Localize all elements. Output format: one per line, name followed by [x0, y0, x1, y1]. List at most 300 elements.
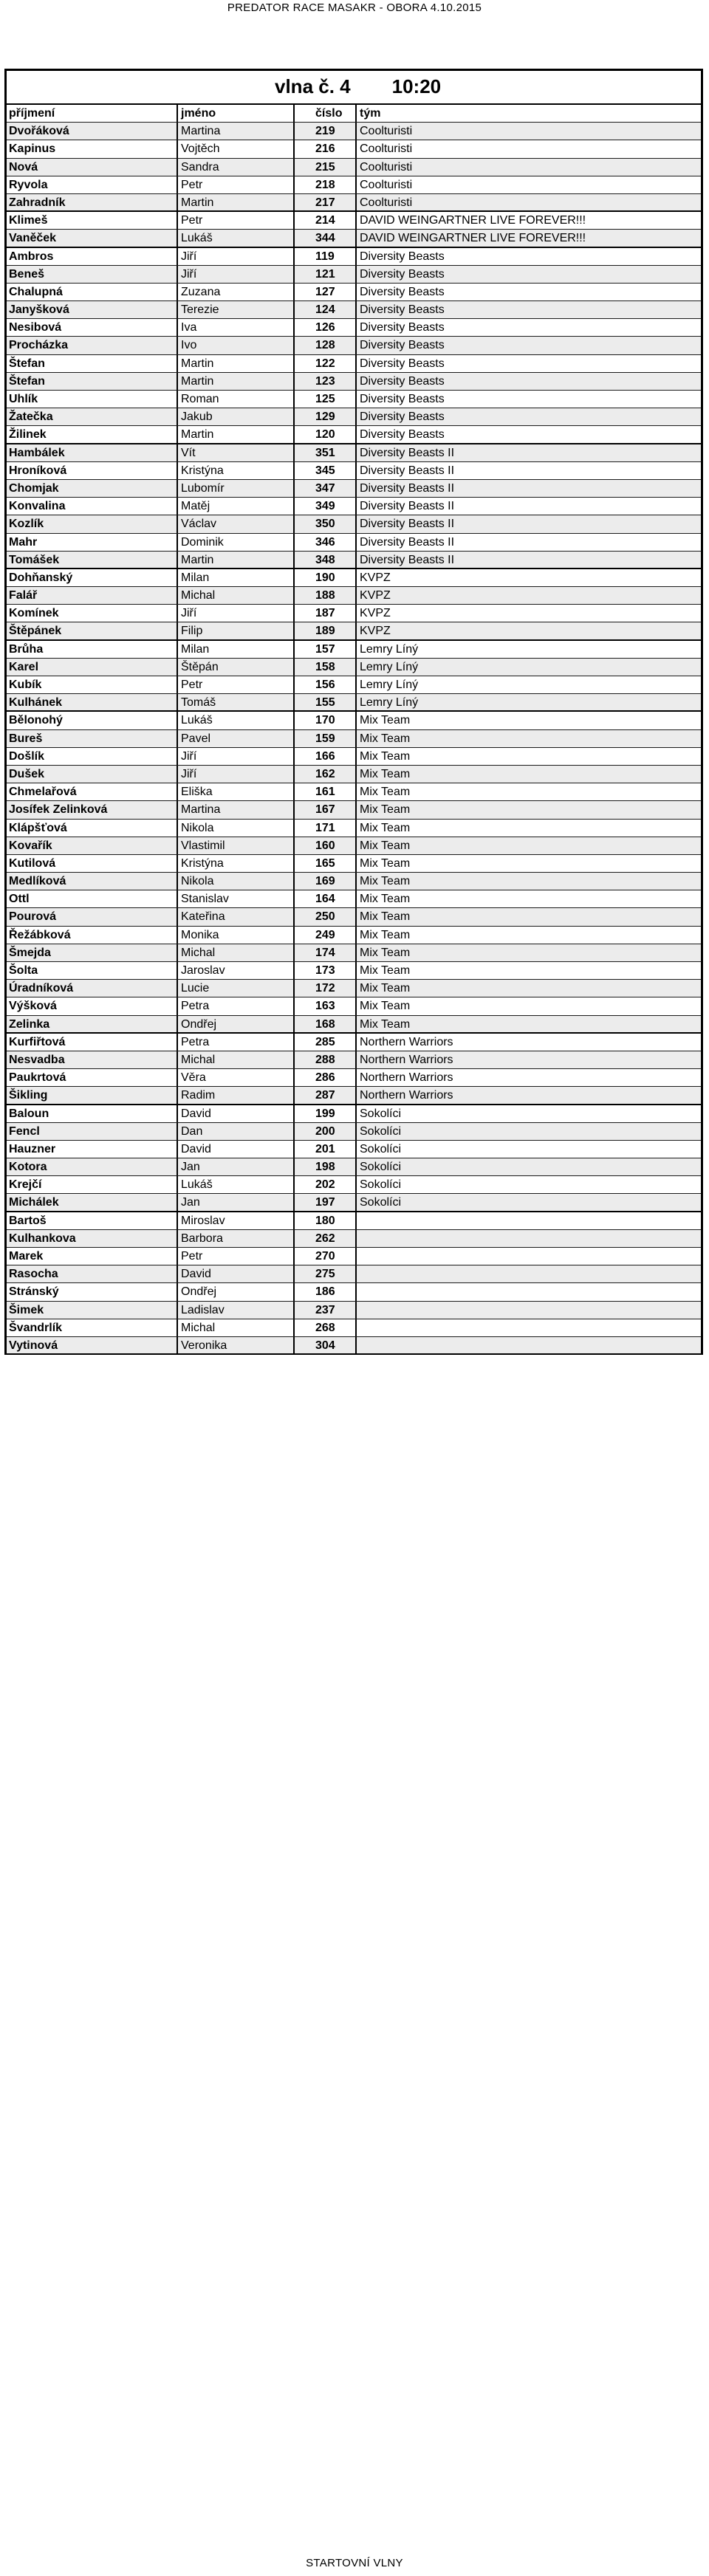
start-list-table [4, 69, 703, 1355]
cell-team: Northern Warriors [360, 1071, 453, 1085]
cell-surname: Dohňanský [7, 569, 178, 586]
table-row [7, 123, 701, 140]
table-row [7, 659, 701, 676]
cell-number: 347 [295, 480, 357, 497]
cell-number: 199 [295, 1105, 357, 1122]
cell-first-name: Ondřej [178, 1283, 295, 1300]
cell-first-name: Jaroslav [178, 962, 295, 979]
cell-surname: Kovařík [7, 837, 178, 854]
cell-surname: Kurfiřtová [7, 1034, 178, 1051]
cell-team: Mix Team [360, 893, 411, 906]
table-row [7, 480, 701, 498]
cell-first-name: Jiří [178, 266, 295, 283]
cell-team: Diversity Beasts [360, 339, 445, 352]
cell-surname: Dvořáková [7, 123, 178, 140]
cell-first-name: Milan [178, 569, 295, 586]
cell-team: Diversity Beasts II [360, 553, 455, 566]
cell-number: 126 [295, 319, 357, 336]
table-row [7, 462, 701, 480]
table-row [7, 1248, 701, 1265]
table-row [7, 694, 701, 712]
cell-team: Diversity Beasts [360, 374, 445, 388]
cell-surname: Komínek [7, 605, 178, 622]
table-row [7, 605, 701, 622]
cell-number: 270 [295, 1248, 357, 1265]
cell-team: Mix Team [360, 1017, 411, 1031]
cell-team [357, 1230, 701, 1247]
cell-surname: Chalupná [7, 284, 178, 300]
cell-team: Diversity Beasts [360, 303, 445, 317]
cell-first-name: David [178, 1265, 295, 1282]
page-title: PREDATOR RACE MASAKR - OBORA 4.10.2015 [227, 1, 482, 14]
table-row [7, 534, 701, 552]
cell-first-name: Ivo [178, 337, 295, 354]
cell-surname: Řežábková [7, 927, 178, 944]
cell-first-name: Martin [178, 373, 295, 390]
table-row [7, 944, 701, 962]
table-row [7, 426, 701, 444]
cell-first-name: Dan [178, 1123, 295, 1140]
cell-surname: Bureš [7, 730, 178, 747]
column-header-first-name: jméno [178, 105, 295, 122]
cell-first-name: Miroslav [178, 1212, 295, 1229]
cell-first-name: Lukáš [178, 230, 295, 246]
cell-first-name: Václav [178, 515, 295, 532]
cell-team: Mix Team [360, 1000, 411, 1013]
cell-number: 215 [295, 159, 357, 176]
table-row [7, 676, 701, 694]
cell-surname: Hauzner [7, 1141, 178, 1158]
cell-team: Coolturisti [360, 142, 413, 156]
wave-label: vlna č. 4 [275, 75, 351, 97]
table-row [7, 712, 701, 729]
table-row [7, 248, 701, 266]
cell-surname: Zahradník [7, 194, 178, 210]
table-row [7, 498, 701, 515]
cell-team: Coolturisti [360, 196, 413, 209]
cell-surname: Dušek [7, 766, 178, 783]
table-row [7, 820, 701, 837]
cell-team [357, 1265, 701, 1282]
cell-number: 169 [295, 873, 357, 890]
cell-first-name: David [178, 1141, 295, 1158]
cell-first-name: Petr [178, 676, 295, 693]
cell-team [357, 1248, 701, 1265]
cell-number: 348 [295, 552, 357, 568]
cell-first-name: Vít [178, 444, 295, 461]
table-row [7, 748, 701, 766]
cell-number: 159 [295, 730, 357, 747]
cell-surname: Beneš [7, 266, 178, 283]
cell-number: 287 [295, 1087, 357, 1103]
table-row [7, 266, 701, 284]
cell-surname: Paukrtová [7, 1069, 178, 1086]
cell-number: 122 [295, 355, 357, 372]
cell-surname: Zelinka [7, 1016, 178, 1032]
cell-team: Mix Team [360, 821, 411, 834]
cell-first-name: Lucie [178, 980, 295, 997]
cell-surname: Janyšková [7, 301, 178, 318]
cell-first-name: Kristýna [178, 855, 295, 872]
table-row [7, 1319, 701, 1337]
cell-team: Sokolíci [360, 1142, 402, 1155]
cell-first-name: Petr [178, 176, 295, 193]
cell-team: Mix Team [360, 767, 411, 780]
cell-surname: Šimek [7, 1302, 178, 1319]
cell-surname: Mahr [7, 534, 178, 551]
cell-team: Diversity Beasts [360, 267, 445, 281]
table-row [7, 140, 701, 158]
cell-number: 350 [295, 515, 357, 532]
cell-surname: Žatečka [7, 408, 178, 425]
cell-number: 155 [295, 694, 357, 710]
cell-surname: Bartoš [7, 1212, 178, 1229]
cell-surname: Klimeš [7, 212, 178, 229]
table-row [7, 552, 701, 569]
cell-surname: Krejčí [7, 1176, 178, 1193]
cell-number: 190 [295, 569, 357, 586]
cell-first-name: Věra [178, 1069, 295, 1086]
cell-team [357, 1283, 701, 1300]
cell-first-name: Michal [178, 944, 295, 961]
cell-team: Diversity Beasts II [360, 464, 455, 477]
table-row [7, 408, 701, 426]
cell-number: 165 [295, 855, 357, 872]
cell-team: Diversity Beasts [360, 411, 445, 424]
cell-first-name: Eliška [178, 783, 295, 800]
cell-first-name: Michal [178, 1051, 295, 1068]
cell-surname: Došlík [7, 748, 178, 765]
cell-surname: Kutilová [7, 855, 178, 872]
cell-surname: Vaněček [7, 230, 178, 246]
cell-team: Mix Team [360, 964, 411, 977]
table-row [7, 337, 701, 354]
cell-number: 160 [295, 837, 357, 854]
cell-first-name: Tomáš [178, 694, 295, 710]
cell-first-name: Štěpán [178, 659, 295, 676]
cell-first-name: Petr [178, 212, 295, 229]
cell-surname: Šmejda [7, 944, 178, 961]
cell-surname: Šikling [7, 1087, 178, 1103]
cell-first-name: Martin [178, 552, 295, 568]
cell-team: Diversity Beasts [360, 428, 445, 442]
cell-team: Sokolíci [360, 1107, 402, 1120]
cell-first-name: Petra [178, 1034, 295, 1051]
cell-first-name: Terezie [178, 301, 295, 318]
cell-surname: Procházka [7, 337, 178, 354]
cell-number: 172 [295, 980, 357, 997]
table-row [7, 587, 701, 605]
table-row [7, 1069, 701, 1087]
table-row [7, 176, 701, 194]
cell-first-name: Jakub [178, 408, 295, 425]
cell-team: Mix Team [360, 856, 411, 870]
cell-team: Lemry Líný [360, 696, 419, 710]
cell-first-name: Jiří [178, 605, 295, 622]
cell-number: 121 [295, 266, 357, 283]
table-row [7, 1158, 701, 1176]
table-row [7, 766, 701, 783]
cell-number: 127 [295, 284, 357, 300]
cell-first-name: Matěj [178, 498, 295, 515]
cell-first-name: Dominik [178, 534, 295, 551]
cell-surname: Hroníková [7, 462, 178, 479]
cell-surname: Kozlík [7, 515, 178, 532]
cell-first-name: Jan [178, 1158, 295, 1175]
cell-number: 157 [295, 641, 357, 658]
table-row [7, 641, 701, 659]
cell-surname: Chmelařová [7, 783, 178, 800]
cell-team: KVPZ [360, 625, 391, 638]
cell-first-name: Monika [178, 927, 295, 944]
table-row [7, 1302, 701, 1319]
cell-surname: Michálek [7, 1194, 178, 1210]
cell-surname: Tomášek [7, 552, 178, 568]
cell-surname: Ryvola [7, 176, 178, 193]
wave-time: 10:20 [391, 75, 442, 97]
cell-number: 124 [295, 301, 357, 318]
cell-team: Lemry Líný [360, 679, 419, 691]
cell-number: 345 [295, 462, 357, 479]
cell-number: 168 [295, 1016, 357, 1032]
table-row [7, 1337, 701, 1355]
cell-number: 187 [295, 605, 357, 622]
cell-team: DAVID WEINGARTNER LIVE FOREVER!!! [360, 232, 586, 245]
cell-number: 285 [295, 1034, 357, 1051]
cell-first-name: Nikola [178, 873, 295, 890]
table-row [7, 1194, 701, 1212]
table-row [7, 873, 701, 890]
table-row [7, 391, 701, 408]
cell-team: Diversity Beasts [360, 321, 445, 334]
table-row [7, 1176, 701, 1194]
cell-surname: Klápšťová [7, 820, 178, 837]
cell-team: Diversity Beasts [360, 250, 445, 263]
cell-number: 186 [295, 1283, 357, 1300]
cell-first-name: Lukáš [178, 712, 295, 729]
table-row [7, 927, 701, 944]
page-footer: STARTOVNÍ VLNY [306, 2557, 403, 2569]
cell-number: 351 [295, 444, 357, 461]
table-row [7, 1034, 701, 1051]
table-row [7, 569, 701, 587]
cell-number: 286 [295, 1069, 357, 1086]
cell-team: Diversity Beasts II [360, 500, 455, 513]
table-row [7, 373, 701, 391]
cell-first-name: Martina [178, 123, 295, 140]
cell-team: Mix Team [360, 928, 411, 941]
cell-number: 158 [295, 659, 357, 676]
table-row [7, 355, 701, 373]
cell-surname: Falář [7, 587, 178, 604]
cell-team: Northern Warriors [360, 1035, 453, 1048]
cell-surname: Výšková [7, 997, 178, 1014]
cell-first-name: Roman [178, 391, 295, 408]
table-row [7, 319, 701, 337]
cell-team: KVPZ [360, 589, 391, 602]
cell-team: Diversity Beasts [360, 357, 445, 370]
cell-team: Lemry Líný [360, 642, 419, 656]
cell-number: 304 [295, 1337, 357, 1353]
cell-surname: Kubík [7, 676, 178, 693]
cell-team: KVPZ [360, 607, 391, 620]
cell-first-name: Vojtěch [178, 140, 295, 157]
cell-number: 219 [295, 123, 357, 140]
cell-first-name: Jiří [178, 766, 295, 783]
cell-surname: Brůha [7, 641, 178, 658]
cell-number: 180 [295, 1212, 357, 1229]
table-row [7, 159, 701, 176]
cell-first-name: Kristýna [178, 462, 295, 479]
table-row [7, 1212, 701, 1230]
table-row [7, 962, 701, 980]
cell-number: 167 [295, 801, 357, 818]
cell-number: 249 [295, 927, 357, 944]
table-row [7, 980, 701, 997]
cell-team: Mix Team [360, 786, 411, 799]
cell-first-name: Sandra [178, 159, 295, 176]
table-row [7, 1141, 701, 1158]
cell-number: 237 [295, 1302, 357, 1319]
cell-first-name: Zuzana [178, 284, 295, 300]
cell-surname: Štěpánek [7, 622, 178, 639]
table-row [7, 194, 701, 212]
cell-team: Northern Warriors [360, 1089, 453, 1102]
cell-first-name: Milan [178, 641, 295, 658]
column-header-team: tým [360, 107, 381, 120]
cell-first-name: Radim [178, 1087, 295, 1103]
table-row [7, 890, 701, 908]
cell-team: Mix Team [360, 839, 411, 852]
cell-first-name: Michal [178, 587, 295, 604]
cell-surname: Stránský [7, 1283, 178, 1300]
cell-number: 201 [295, 1141, 357, 1158]
cell-surname: Pourová [7, 908, 178, 925]
cell-first-name: Ladislav [178, 1302, 295, 1319]
cell-number: 166 [295, 748, 357, 765]
cell-number: 129 [295, 408, 357, 425]
cell-number: 197 [295, 1194, 357, 1210]
cell-team [357, 1302, 701, 1319]
cell-team: Mix Team [360, 875, 411, 888]
cell-number: 163 [295, 997, 357, 1014]
cell-first-name: Veronika [178, 1337, 295, 1353]
cell-surname: Žilinek [7, 426, 178, 442]
cell-number: 162 [295, 766, 357, 783]
cell-number: 288 [295, 1051, 357, 1068]
cell-surname: Ottl [7, 890, 178, 907]
cell-first-name: Pavel [178, 730, 295, 747]
cell-team [357, 1337, 701, 1353]
cell-first-name: Martin [178, 426, 295, 442]
cell-first-name: Martin [178, 194, 295, 210]
cell-number: 188 [295, 587, 357, 604]
cell-team: Lemry Líný [360, 660, 419, 673]
table-row [7, 1051, 701, 1069]
table-row [7, 997, 701, 1015]
cell-number: 346 [295, 534, 357, 551]
cell-team: Mix Team [360, 749, 411, 763]
table-row [7, 622, 701, 640]
table-row [7, 1283, 701, 1301]
table-row [7, 908, 701, 926]
cell-number: 123 [295, 373, 357, 390]
cell-team: Diversity Beasts [360, 285, 445, 298]
cell-first-name: Iva [178, 319, 295, 336]
cell-first-name: Jan [178, 1194, 295, 1210]
cell-surname: Kapinus [7, 140, 178, 157]
cell-team: Sokolíci [360, 1161, 402, 1174]
cell-surname: Nová [7, 159, 178, 176]
table-row [7, 230, 701, 247]
table-row [7, 284, 701, 301]
cell-team: Diversity Beasts [360, 393, 445, 405]
cell-number: 217 [295, 194, 357, 210]
table-row [7, 837, 701, 855]
cell-team: Diversity Beasts II [360, 518, 455, 531]
cell-team: Mix Team [360, 714, 411, 727]
cell-first-name: Kateřina [178, 908, 295, 925]
table-row [7, 1105, 701, 1123]
cell-surname: Kotora [7, 1158, 178, 1175]
cell-team: Mix Team [360, 946, 411, 959]
cell-first-name: David [178, 1105, 295, 1122]
cell-surname: Chomjak [7, 480, 178, 497]
cell-number: 120 [295, 426, 357, 442]
cell-surname: Štefan [7, 373, 178, 390]
cell-first-name: Ondřej [178, 1016, 295, 1032]
cell-surname: Bělonohý [7, 712, 178, 729]
cell-number: 119 [295, 248, 357, 265]
cell-first-name: Lukáš [178, 1176, 295, 1193]
cell-first-name: Michal [178, 1319, 295, 1336]
cell-surname: Uhlík [7, 391, 178, 408]
cell-number: 173 [295, 962, 357, 979]
cell-team: Sokolíci [360, 1178, 402, 1192]
cell-team: DAVID WEINGARTNER LIVE FOREVER!!! [360, 214, 586, 227]
cell-team [357, 1212, 701, 1229]
table-row [7, 515, 701, 533]
table-row [7, 730, 701, 748]
table-row [7, 212, 701, 230]
cell-number: 218 [295, 176, 357, 193]
cell-team: Coolturisti [360, 160, 413, 174]
cell-team: Mix Team [360, 910, 411, 924]
cell-first-name: Barbora [178, 1230, 295, 1247]
cell-surname: Štefan [7, 355, 178, 372]
cell-number: 250 [295, 908, 357, 925]
cell-number: 216 [295, 140, 357, 157]
cell-surname: Vytinová [7, 1337, 178, 1353]
cell-team: Mix Team [360, 982, 411, 995]
cell-team: Diversity Beasts II [360, 446, 455, 459]
cell-number: 214 [295, 212, 357, 229]
cell-number: 198 [295, 1158, 357, 1175]
cell-first-name: Martin [178, 355, 295, 372]
table-header-row [7, 105, 701, 123]
column-header-surname: příjmení [7, 105, 178, 122]
column-header-number: číslo [295, 105, 357, 122]
cell-number: 262 [295, 1230, 357, 1247]
cell-surname: Rasocha [7, 1265, 178, 1282]
cell-number: 174 [295, 944, 357, 961]
table-row [7, 855, 701, 873]
cell-number: 171 [295, 820, 357, 837]
cell-number: 164 [295, 890, 357, 907]
cell-team: KVPZ [360, 571, 391, 584]
cell-surname: Konvalina [7, 498, 178, 515]
cell-number: 200 [295, 1123, 357, 1140]
